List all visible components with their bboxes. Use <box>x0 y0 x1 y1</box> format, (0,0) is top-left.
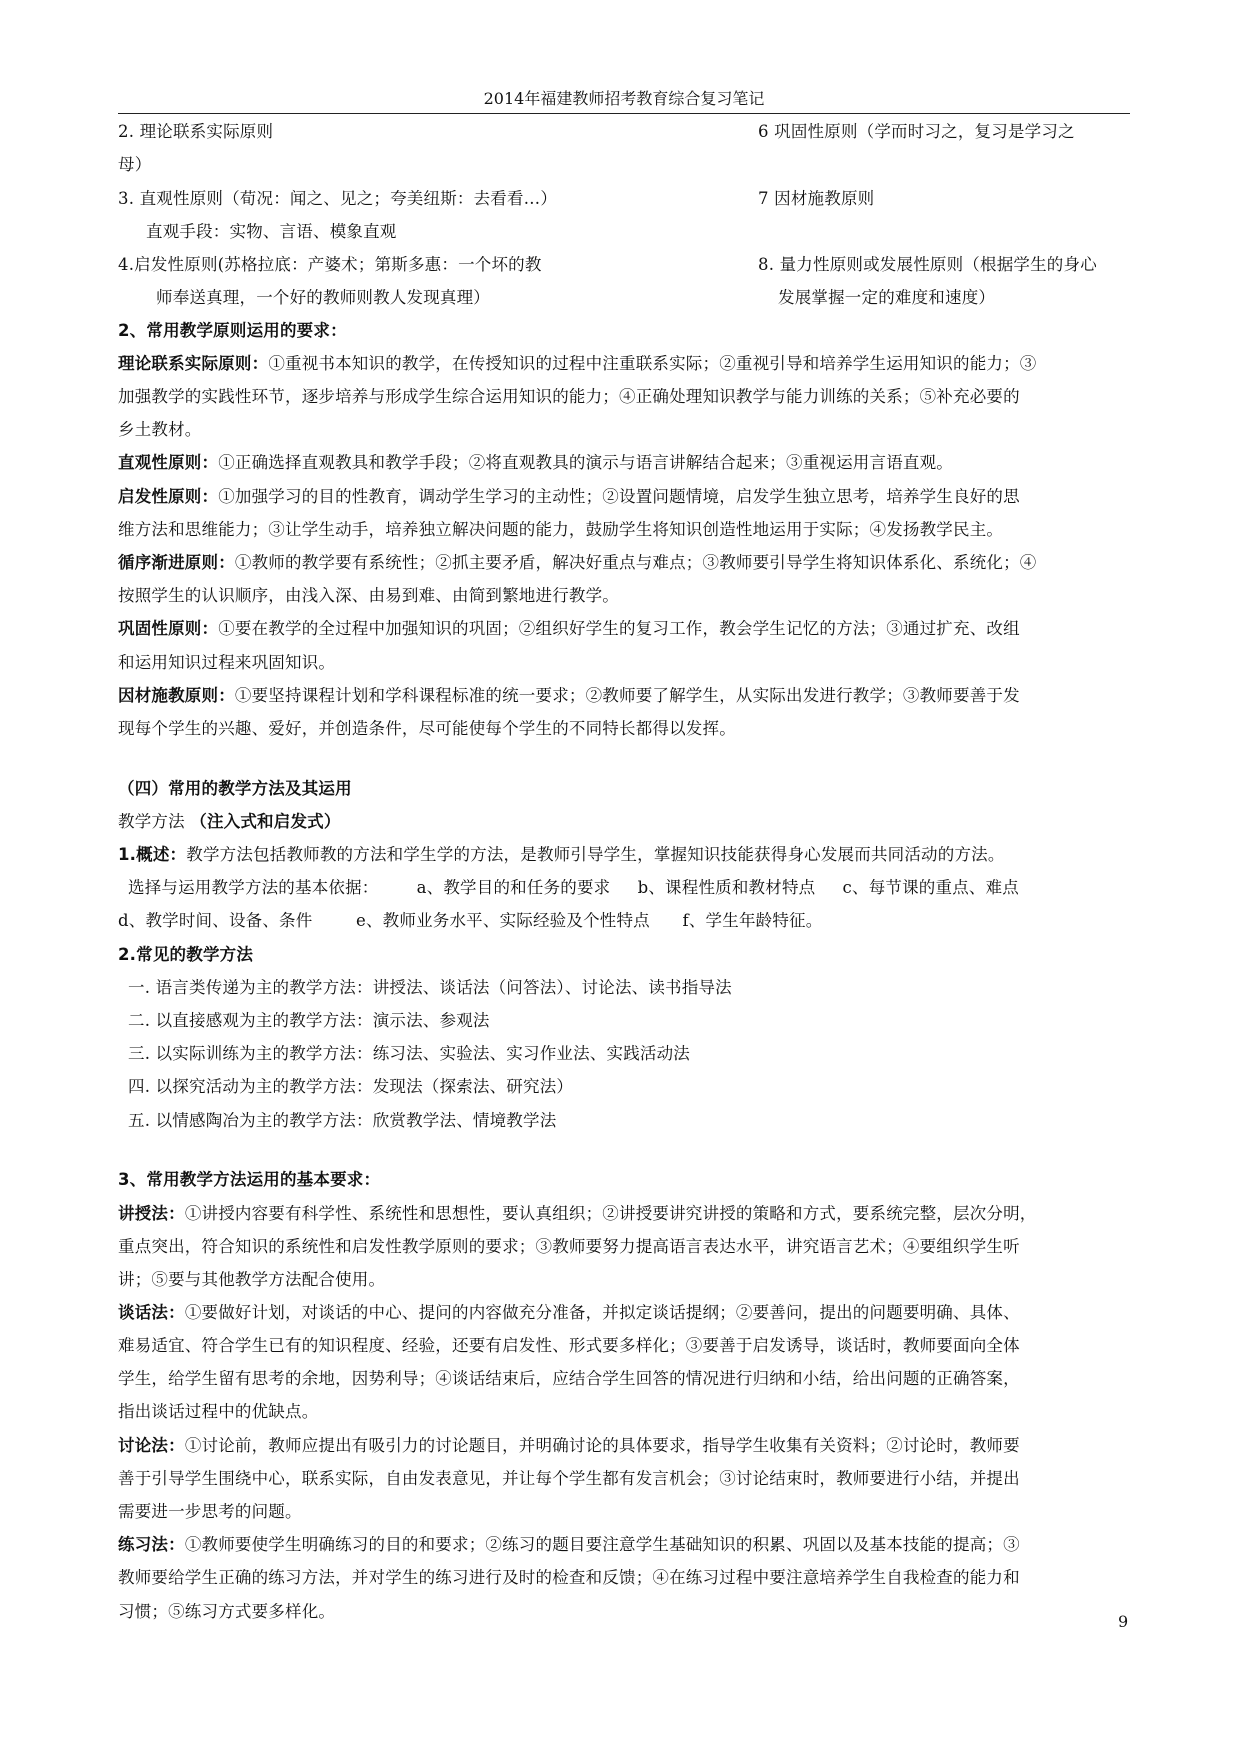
principle-item: 8. 量力性原则或发展性原则（根据学生的身心 <box>758 255 1097 274</box>
paragraph-text: 教学方法包括教师教的方法和学生学的方法，是教师引导学生，掌握知识技能获得身心发展而共同活动的方法。 <box>186 845 1005 864</box>
paragraph-text: ①要做好计划，对谈话的中心、提问的内容做充分准备，并拟定谈话提纲；②要善问，提出的问题要明确、具体、 <box>184 1303 1020 1322</box>
principle-item: 3. 直观性原则（荀况：闻之、见之；夸美纽斯：去看看…） <box>118 189 558 208</box>
paragraph-term: 巩固性原则： <box>118 619 219 638</box>
paragraph-line <box>118 1433 1130 1459</box>
paragraph-text: ①正确选择直观教具和教学手段；②将直观教具的演示与语言讲解结合起来；③重视运用言语直观。 <box>218 453 954 472</box>
principle-item: 6 巩固性原则（学而时习之，复习是学习之 <box>758 122 1075 141</box>
paragraph-line <box>118 1532 1130 1558</box>
principle-item: 师奉送真理，一个好的教师则教人发现真理） <box>156 288 490 307</box>
page-header-title: 2014年福建教师招考教育综合复习笔记 <box>483 89 765 108</box>
paragraph-line: d、教学时间、设备、条件 e、教师业务水平、实际经验及个性特点 f、学生年龄特征。 <box>118 911 823 930</box>
paragraph-term: 讨论法： <box>118 1436 185 1455</box>
paragraph-text: ①教师的教学要有系统性；②抓主要矛盾，解决好重点与难点；③教师要引导学生将知识体系化、系统化；④ <box>234 553 1037 572</box>
principle-item: 2. 理论联系实际原则 <box>118 122 274 141</box>
paragraph-line: 习惯；⑤练习方式要多样化。 <box>118 1602 336 1621</box>
paragraph-line: 重点突出，符合知识的系统性和启发性教学原则的要求；③教师要努力提高语言表达水平，讲究语言艺术；④要组织学生听 <box>118 1237 1020 1256</box>
subtitle-line <box>118 809 1130 835</box>
paragraph-line: 维方法和思维能力；③让学生动手，培养独立解决问题的能力，鼓励学生将知识创造性地运用于实际；④发扬教学民主。 <box>118 520 1004 539</box>
paragraph-line: 需要进一步思考的问题。 <box>118 1502 302 1521</box>
paragraph-term: 因材施教原则： <box>118 686 235 705</box>
paragraph-text: ①讨论前，教师应提出有吸引力的讨论题目，并明确讨论的具体要求，指导学生收集有关资料；②讨论时，教师要 <box>184 1436 1020 1455</box>
principle-item: 4.启发性原则(苏格拉底：产婆术；第斯多惠：一个坏的教 <box>118 255 542 274</box>
paragraph-line: 乡土教材。 <box>118 420 202 439</box>
paragraph-term: 循序渐进原则： <box>118 553 235 572</box>
paragraph-line <box>118 842 1130 868</box>
list-item: 五. 以情感陶冶为主的教学方法：欣赏教学法、情境教学法 <box>128 1111 557 1130</box>
paragraph-text: ①教师要使学生明确练习的目的和要求；②练习的题目要注意学生基础知识的积累、巩固以及基本技能的提高；③ <box>184 1535 1020 1554</box>
paragraph-line <box>118 1201 1130 1227</box>
paragraph-line: 按照学生的认识顺序，由浅入深、由易到难、由简到繁地进行教学。 <box>118 586 619 605</box>
paragraph-term: 练习法： <box>118 1535 185 1554</box>
paragraph-line: 和运用知识过程来巩固知识。 <box>118 653 336 672</box>
paragraph-line <box>118 550 1130 576</box>
paragraph-term: 讲授法： <box>118 1204 185 1223</box>
section-heading: 2、常用教学原则运用的要求： <box>118 321 347 340</box>
paragraph-line <box>118 616 1130 642</box>
list-item: 一. 语言类传递为主的教学方法：讲授法、谈话法（问答法）、讨论法、读书指导法 <box>128 978 732 997</box>
paragraph-text: ①重视书本知识的教学，在传授知识的过程中注重联系实际；②重视引导和培养学生运用知识的能力；③ <box>268 354 1037 373</box>
paragraph-line <box>118 450 1130 476</box>
subtitle-bold: （注入式和启发式） <box>190 812 341 831</box>
principle-item: 直观手段：实物、言语、模象直观 <box>146 222 397 241</box>
paragraph-line <box>118 1300 1130 1326</box>
paragraph-line: 善于引导学生围绕中心，联系实际，自由发表意见，并让每个学生都有发言机会；③讨论结束时，教师要进行小结，并提出 <box>118 1469 1020 1488</box>
paragraph-line <box>118 351 1130 377</box>
paragraph-line: 现每个学生的兴趣、爱好，并创造条件，尽可能使每个学生的不同特长都得以发挥。 <box>118 719 736 738</box>
principle-item: 7 因材施教原则 <box>758 189 875 208</box>
paragraph-text: ①要在教学的全过程中加强知识的巩固；②组织好学生的复习工作，教会学生记忆的方法；③通过扩充、改组 <box>218 619 1020 638</box>
paragraph-line: 学生，给学生留有思考的余地，因势利导；④谈话结束后，应结合学生回答的情况进行归纳和小结，给出问题的正确答案， <box>118 1369 1020 1388</box>
paragraph-line <box>118 683 1130 709</box>
paragraph-line: 加强教学的实践性环节，逐步培养与形成学生综合运用知识的能力；④正确处理知识教学与能力训练的关系；⑤补充必要的 <box>118 387 1020 406</box>
paragraph-term: 谈话法： <box>118 1303 185 1322</box>
list-item: 四. 以探究活动为主的教学方法：发现法（探索法、研究法） <box>128 1077 574 1096</box>
paragraph-term: 理论联系实际原则： <box>118 354 269 373</box>
paragraph-line <box>118 484 1130 510</box>
paragraph-line: 指出谈话过程中的优缺点。 <box>118 1402 319 1421</box>
paragraph-line: 选择与运用教学方法的基本依据： a、教学目的和任务的要求 b、课程性质和教材特点 c、每节课的重点、难点 <box>128 878 1020 897</box>
principle-item: 母） <box>118 155 152 174</box>
paragraph-term: 启发性原则： <box>118 487 219 506</box>
section-heading: 3、常用教学方法运用的基本要求： <box>118 1170 381 1189</box>
paragraph-text: ①加强学习的目的性教育，调动学生学习的主动性；②设置问题情境，启发学生独立思考，培养学生良好的思 <box>218 487 1020 506</box>
subsection-heading: 2.常见的教学方法 <box>118 945 254 964</box>
paragraph-line: 教师要给学生正确的练习方法，并对学生的练习进行及时的检查和反馈；④在练习过程中要注意培养学生自我检查的能力和 <box>118 1568 1020 1587</box>
header-divider <box>118 113 1130 114</box>
list-item: 三. 以实际训练为主的教学方法：练习法、实验法、实习作业法、实践活动法 <box>128 1044 690 1063</box>
paragraph-text: ①讲授内容要有科学性、系统性和思想性，要认真组织；②讲授要讲究讲授的策略和方式，要系统完整，层次分明， <box>184 1204 1037 1223</box>
paragraph-term: 直观性原则： <box>118 453 219 472</box>
paragraph-line: 讲；⑤要与其他教学方法配合使用。 <box>118 1270 386 1289</box>
list-item: 二. 以直接感观为主的教学方法：演示法、参观法 <box>128 1011 490 1030</box>
paragraph-term: 1.概述： <box>118 845 187 864</box>
subtitle-plain: 教学方法 <box>118 812 191 831</box>
principle-item: 发展掌握一定的难度和速度） <box>778 288 996 307</box>
page-number: 9 <box>1118 1612 1129 1631</box>
paragraph-line: 难易适宜、符合学生已有的知识程度、经验，还要有启发性、形式要多样化；③要善于启发诱导，谈话时，教师要面向全体 <box>118 1336 1020 1355</box>
section-heading: （四）常用的教学方法及其运用 <box>118 779 352 798</box>
paragraph-text: ①要坚持课程计划和学科课程标准的统一要求；②教师要了解学生，从实际出发进行教学；③教师要善于发 <box>234 686 1020 705</box>
